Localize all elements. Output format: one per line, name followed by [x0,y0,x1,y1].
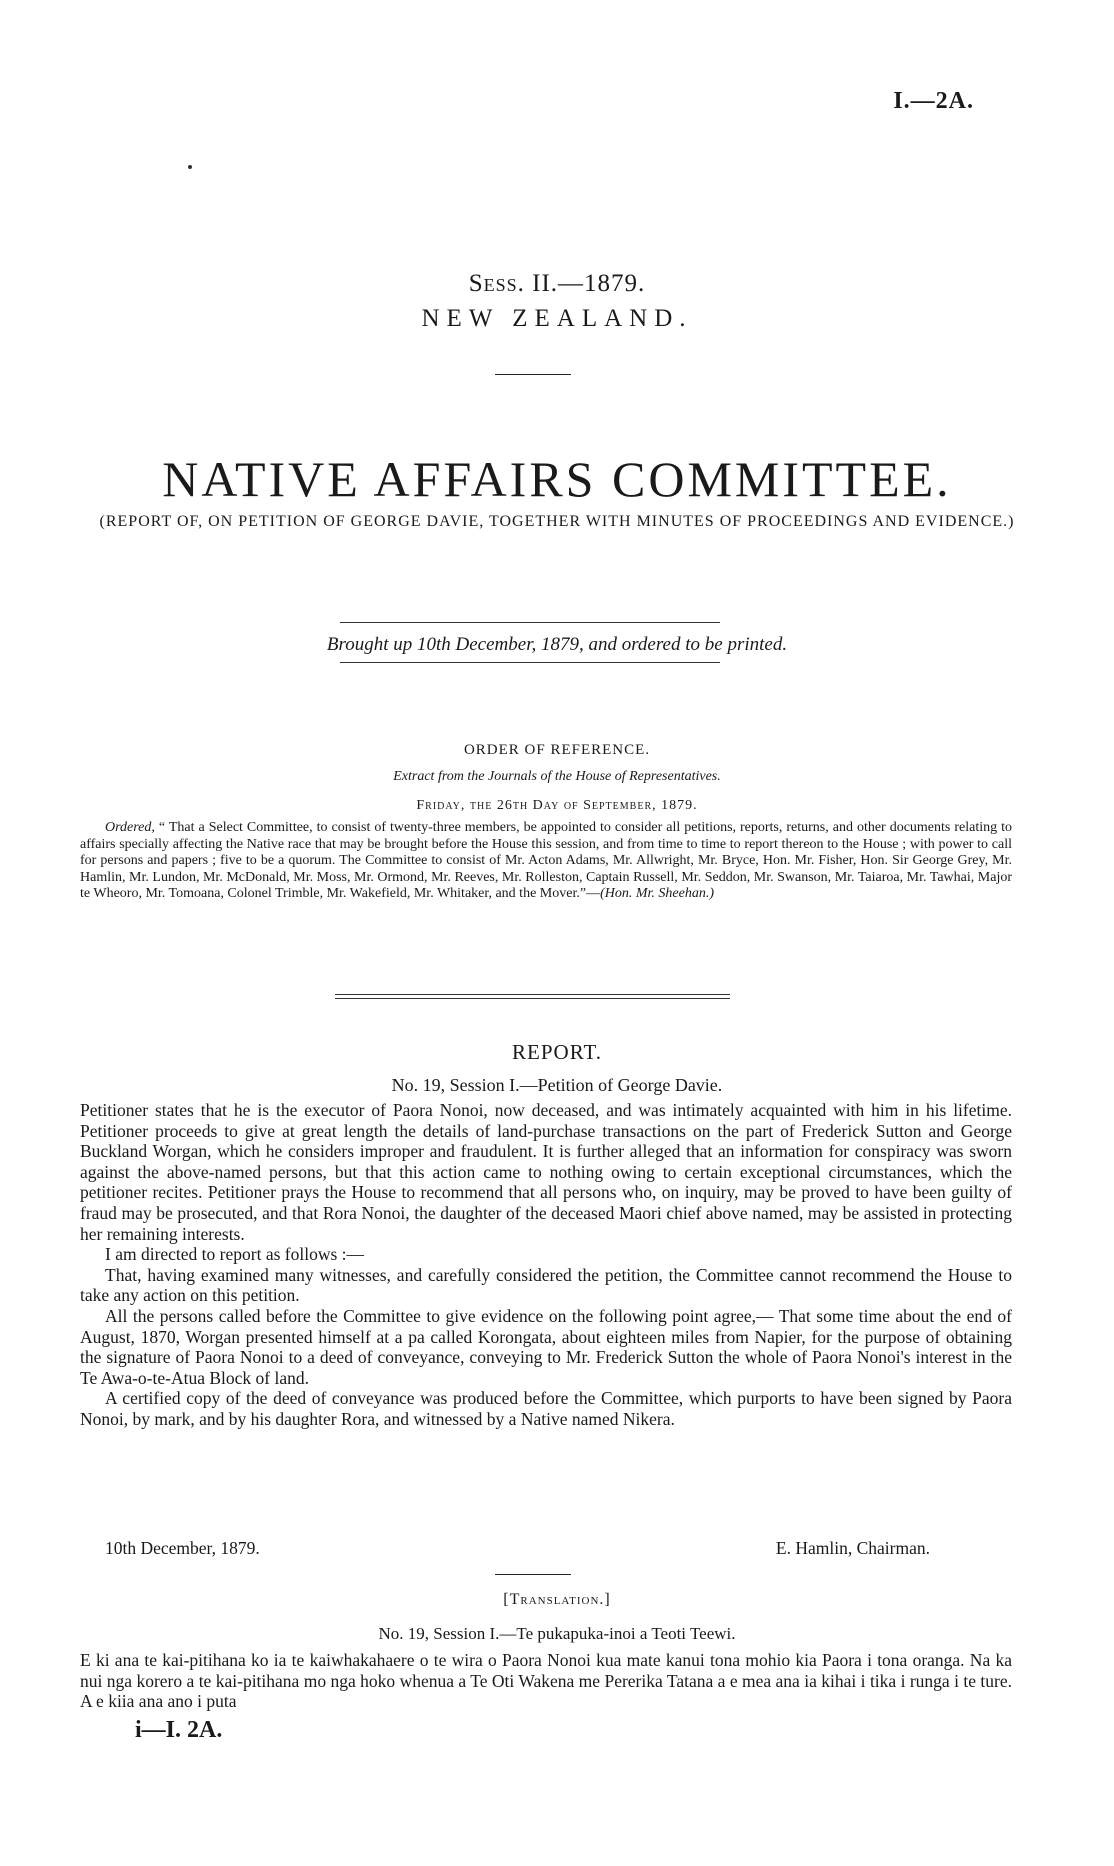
report-chairman: E. Hamlin, Chairman. [775,1538,930,1558]
report-date: 10th December, 1879. [105,1538,260,1558]
double-divider-rule [335,994,730,999]
report-paragraph: I am directed to report as follows :— [105,1244,365,1265]
divider-rule [340,622,720,623]
divider-rule [495,1574,571,1575]
order-text [80,820,1012,903]
country-line: NEW ZEALAND. [421,305,693,332]
page-reference: I.—2A. [893,88,974,114]
divider-rule [495,374,571,375]
ordered-label: Ordered, [105,820,155,835]
report-paragraph: Petitioner states that he is the executor of Paora Nonoi, now deceased, and was intimately acquainted with him in his lifetime. Petitioner proceeds to give at great length the details of land-purchase transactions on the part of Frederick Sutton and George Buckland Worgan, which he considers improper and fraudulent. It is further alleged that an information for conspiracy was sworn against the above-named persons, but that this action came to nothing owing to certain exceptional circumstances, which the petitioner recites. Petitioner prays the House to recommend that all persons who, on inquiry, may be proved to have been guilty of fraud may be prosecuted, and that Rora Nonoi, the daughter of the deceased Maori chief above named, may be assisted in protecting her remaining interests. [80,1100,1012,1244]
stray-mark [188,165,192,169]
session-line: Sess. II.—1879. [468,270,646,297]
report-paragraph: A certified copy of the deed of conveyance was produced before the Committee, which purports to have been signed by Paora Nonoi, by mark, and by his daughter Rora, and witnessed by a Native named Nikera. [80,1388,1012,1429]
order-body: “ That a Select Committee, to consist of twenty-three members, be appointed to consider all petitions, reports, returns, and other documents relating to affairs specially affecting the Native race that may be brought before the House this session, and from time to time to report thereon to the House ; with power to call for persons and papers ; five to be a quorum. The Committee to consist of Mr. Acton Adams, Mr. Allwright, Mr. Bryce, Hon. Mr. Fisher, Hon. Sir George Grey, Mr. Hamlin, Mr. Lundon, Mr. McDonald, Mr. Moss, Mr. Ormond, Mr. Reeves, Mr. Rolleston, Captain Russell, Mr. Seddon, Mr. Swanson, Mr. Taiaroa, Mr. Tawhai, Major te Wheoro, Mr. Tomoana, Colonel Trimble, Mr. Wakefield, Mr. Whitaker, and the Mover.”— [80,820,1012,902]
report-signoff [80,1538,1012,1560]
report-body [80,1100,1012,1430]
divider-rule [340,662,720,663]
document-title: NATIVE AFFAIRS COMMITTEE. [162,451,952,507]
order-mover: (Hon. Mr. Sheehan.) [600,886,714,902]
translation-subheading: No. 19, Session I.—Te pukapuka-inoi a Teoti Teewi. [378,1624,736,1643]
translation-body: E ki ana te kai-pitihana ko ia te kaiwhakahaere o te wira o Paora Nonoi kua mate kanui tona mohio kia Paora i tona oranga. Na ka nui nga korero a te kai-pitihana mo nga hoko whenua a Te Oti Wakena me Pererika Tatana a e mea ana ia kihai i tika i runga i te ture. A e kiia ana ano i puta [80,1650,1012,1712]
report-paragraph: That, having examined many witnesses, and carefully considered the petition, the Committee cannot recommend the House to take any action on this petition. [80,1264,1012,1306]
translation-heading: [Translation.] [503,1591,611,1608]
order-of-reference-heading: ORDER OF REFERENCE. [463,742,651,758]
report-paragraph: All the persons called before the Committee to give evidence on the following point agree,— That some time about the end of August, 1870, Worgan presented himself at a pa called Korongata, about eighteen miles from Napier, for the purpose of obtaining the signature of Paora Nonoi to a deed of conveyance, conveying to Mr. Frederick Sutton the whole of Paora Nonoi's interest in the Te Awa-o-te-Atua Block of land. [80,1305,1012,1388]
order-date-line: Friday, the 26th Day of September, 1879. [416,798,698,813]
brought-up-line: Brought up 10th December, 1879, and ordered to be printed. [326,634,788,655]
report-subheading: No. 19, Session I.—Petition of George Davie. [391,1075,723,1095]
document-subtitle: (REPORT OF, ON PETITION OF GEORGE DAVIE, TOGETHER WITH MINUTES OF PROCEEDINGS AND EVIDENCE.) [99,513,1015,530]
extract-line: Extract from the Journals of the House of Representatives. [393,769,721,784]
report-heading: REPORT. [512,1040,602,1064]
signature-reference: i—I. 2A. [135,1717,223,1743]
